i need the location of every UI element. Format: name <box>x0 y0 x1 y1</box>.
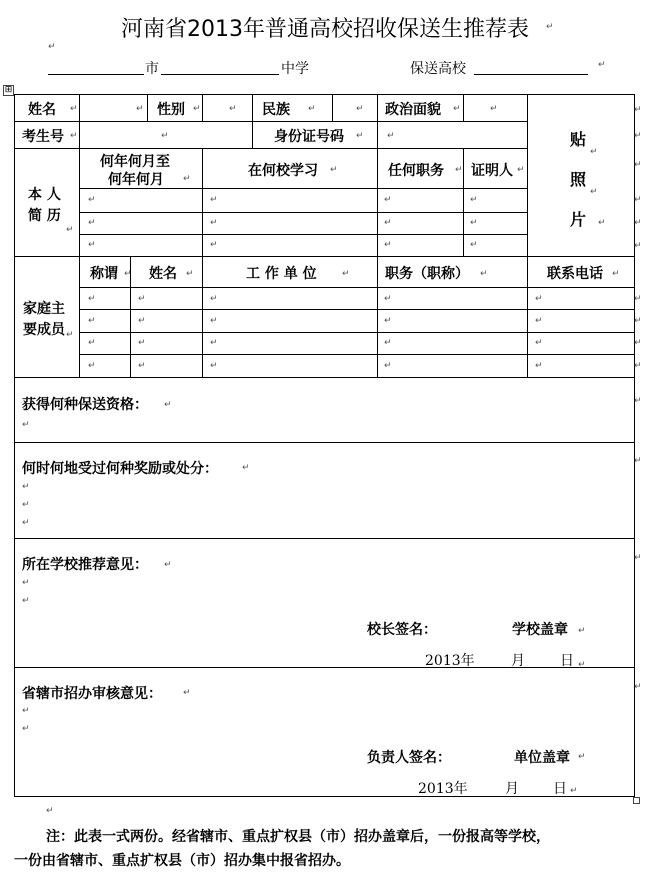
family-col-phone: 联系电话 <box>547 266 603 282</box>
resume-col-witness: 证明人 <box>471 163 513 179</box>
city-suffix: 市 <box>145 61 159 77</box>
footnote-line-1: 注：此表一式两份。经省辖市、重点扩权县（市）招办盖章后，一份报高等学校， <box>46 829 550 845</box>
target-university-label: 保送高校 <box>410 61 466 77</box>
resume-col-period-1: 何年何月至 <box>100 154 170 170</box>
city-review-year: 2013年 <box>418 781 468 797</box>
resume-section-label-1: 本 人 <box>28 187 61 203</box>
target-university-blank[interactable] <box>474 56 588 75</box>
photo-label-2: 照 <box>570 170 587 189</box>
family-col-employer: 工 作 单 位 <box>246 266 317 282</box>
resume-col-school: 在何校学习 <box>248 163 318 179</box>
unit-seal-label: 单位盖章 <box>514 750 570 766</box>
principal-signature-label: 校长签名： <box>367 622 437 638</box>
page-title: 河南省2013年普通高校招收保送生推荐表 <box>121 17 529 42</box>
awards-label: 何时何地受过何种奖励或处分： <box>22 461 218 477</box>
school-opinion-label: 所在学校推荐意见： <box>22 557 148 573</box>
resume-col-position: 任何职务 <box>388 163 444 179</box>
city-review-label: 省辖市招办审核意见： <box>22 686 162 702</box>
leader-signature-label: 负责人签名： <box>367 750 451 766</box>
footnote-line-2: 一份由省辖市、重点扩权县（市）招办集中报省招办。 <box>14 853 350 869</box>
city-review-day: 日 <box>553 781 567 797</box>
family-section-label-1: 家庭主 <box>23 301 65 317</box>
qualification-label: 获得何种保送资格： <box>22 397 148 413</box>
school-seal-label: 学校盖章 <box>512 622 568 638</box>
family-section-label-2: 要成员 <box>23 322 65 338</box>
school-blank[interactable] <box>161 56 279 75</box>
ethnicity-label: 民族 <box>262 102 290 118</box>
resume-section-label-2: 简 历 <box>28 208 61 224</box>
gender-label: 性别 <box>157 102 185 118</box>
photo-label-3: 片 <box>570 210 587 229</box>
resume-col-period-2: 何年何月 <box>108 172 164 188</box>
table-resize-handle[interactable] <box>633 797 640 804</box>
school-opinion-month: 月 <box>511 653 525 669</box>
family-col-relation: 称谓 <box>90 266 118 282</box>
table-move-handle-icon[interactable]: ⊞ <box>4 85 13 95</box>
school-opinion-day: 日 <box>560 653 574 669</box>
photo-label-1: 贴 <box>570 130 587 149</box>
political-status-label: 政治面貌 <box>385 102 441 118</box>
city-review-month: 月 <box>505 781 519 797</box>
name-label: 姓名 <box>28 102 56 118</box>
family-col-title: 职务（职称） <box>385 266 469 282</box>
school-opinion-year: 2013年 <box>425 653 475 669</box>
family-col-name: 姓名 <box>149 266 177 282</box>
id-number-label: 身份证号码 <box>274 129 344 145</box>
exam-number-label: 考生号 <box>22 129 64 145</box>
city-blank[interactable] <box>48 56 144 75</box>
school-suffix: 中学 <box>281 61 309 77</box>
